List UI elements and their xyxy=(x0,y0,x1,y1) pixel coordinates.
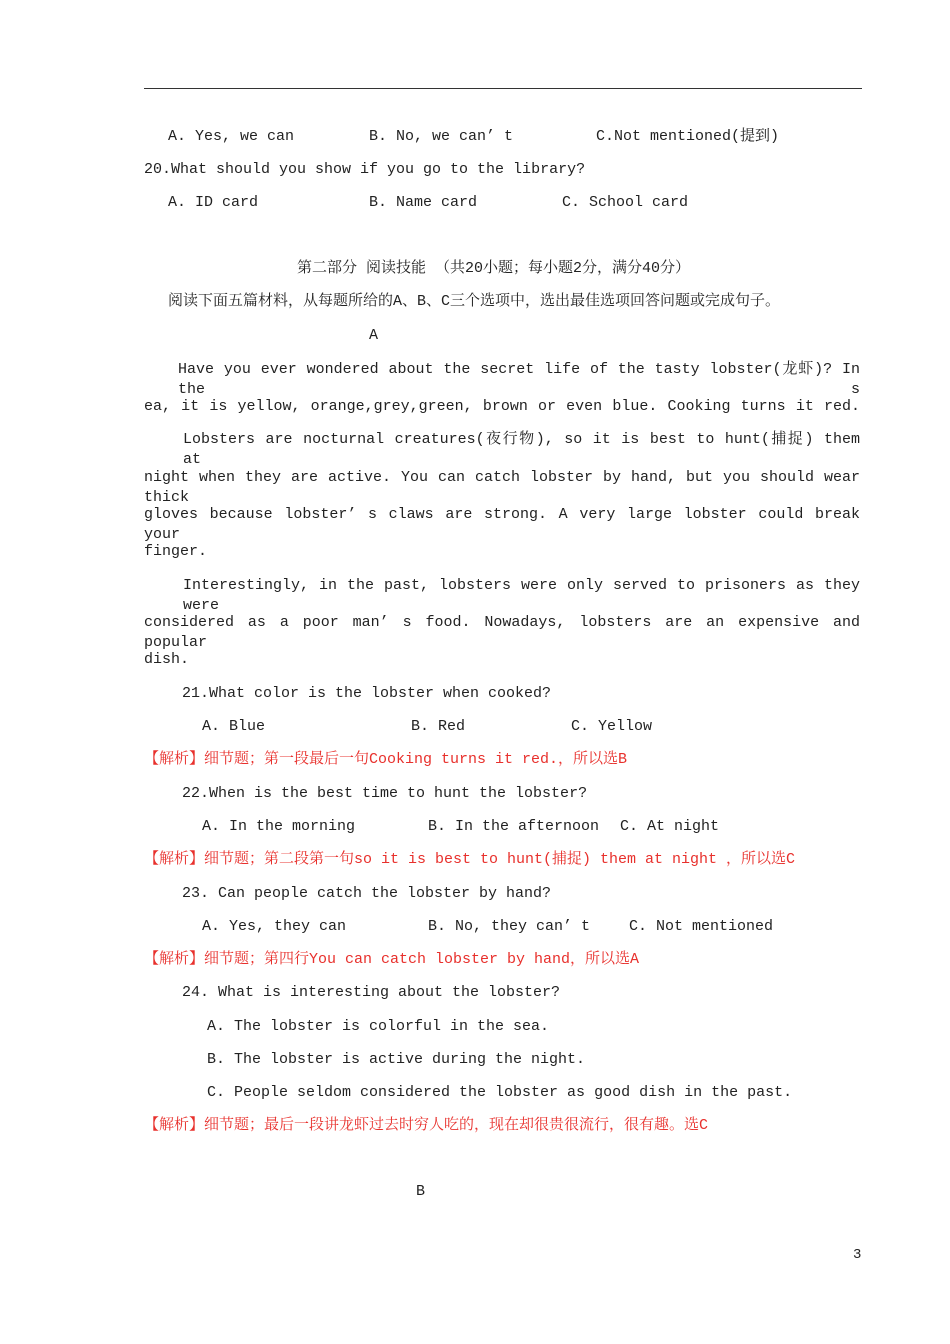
q19-option-a: A. Yes, we can xyxy=(168,128,295,145)
passage-line: finger. xyxy=(144,543,208,560)
passage-line: Lobsters are nocturnal creatures(夜行物), so it is best to hunt(捕捉) them at xyxy=(183,431,860,468)
passage-line: considered as a poor man’ s food. Nowadays, lobsters are an expensive and popular xyxy=(144,614,860,651)
passage-b-label: B xyxy=(416,1183,426,1200)
passage-line: gloves because lobster’ s claws are strong. A very large lobster could break your xyxy=(144,506,860,543)
q24-option-a: A. The lobster is colorful in the sea. xyxy=(207,1018,550,1035)
q24-analysis: 【解析】细节题；最后一段讲龙虾过去时穷人吃的，现在却很贵很流行，很有趣。选C xyxy=(144,1117,709,1134)
section-instructions: 阅读下面五篇材料，从每题所给的A、B、C三个选项中，选出最佳选项回答问题或完成句子。 xyxy=(168,293,781,310)
q22-option-a: A. In the morning xyxy=(202,818,356,835)
passage-line: night when they are active. You can catch lobster by hand, but you should wear thick xyxy=(144,469,860,506)
passage-a-label: A xyxy=(369,327,379,344)
q22-option-c: C. At night xyxy=(620,818,720,835)
q21-option-c: C. Yellow xyxy=(571,718,653,735)
q21-option-b: B. Red xyxy=(411,718,466,735)
q19-option-b: B. No, we can’ t xyxy=(369,128,514,145)
q20-option-a: A. ID card xyxy=(168,194,259,211)
passage-line: ea, it is yellow, orange,grey,green, brown or even blue. Cooking turns it red. xyxy=(144,398,860,415)
q22-question: 22.When is the best time to hunt the lobster? xyxy=(182,785,588,802)
q23-option-c: C. Not mentioned xyxy=(629,918,774,935)
q20-question: 20.What should you show if you go to the library? xyxy=(144,161,586,178)
passage-line: Have you ever wondered about the secret life of the tasty lobster(龙虾)? In the s xyxy=(178,361,860,398)
q22-analysis: 【解析】细节题；第二段第一句so it is best to hunt(捕捉) them at night ，所以选C xyxy=(144,851,796,868)
q21-option-a: A. Blue xyxy=(202,718,266,735)
q24-question: 24. What is interesting about the lobster? xyxy=(182,984,561,1001)
page-number: 3 xyxy=(853,1247,862,1263)
q24-option-b: B. The lobster is active during the night. xyxy=(207,1051,586,1068)
q23-question: 23. Can people catch the lobster by hand? xyxy=(182,885,552,902)
passage-line: dish. xyxy=(144,651,190,668)
q21-analysis: 【解析】细节题；第一段最后一句Cooking turns it red.，所以选B xyxy=(144,751,628,768)
q23-analysis: 【解析】细节题；第四行You can catch lobster by hand，所以选A xyxy=(144,951,640,968)
passage-line: Interestingly, in the past, lobsters were only served to prisoners as they were xyxy=(183,577,860,614)
q23-option-b: B. No, they can’ t xyxy=(428,918,591,935)
header-rule xyxy=(144,88,862,89)
q19-option-c: C.Not mentioned(提到) xyxy=(596,128,780,145)
section-title: 第二部分 阅读技能 （共20小题；每小题2分，满分40分） xyxy=(297,260,691,277)
q20-option-b: B. Name card xyxy=(369,194,478,211)
q22-option-b: B. In the afternoon xyxy=(428,818,600,835)
q23-option-a: A. Yes, they can xyxy=(202,918,347,935)
q24-option-c: C. People seldom considered the lobster as good dish in the past. xyxy=(207,1084,793,1101)
q20-option-c: C. School card xyxy=(562,194,689,211)
q21-question: 21.What color is the lobster when cooked? xyxy=(182,685,552,702)
